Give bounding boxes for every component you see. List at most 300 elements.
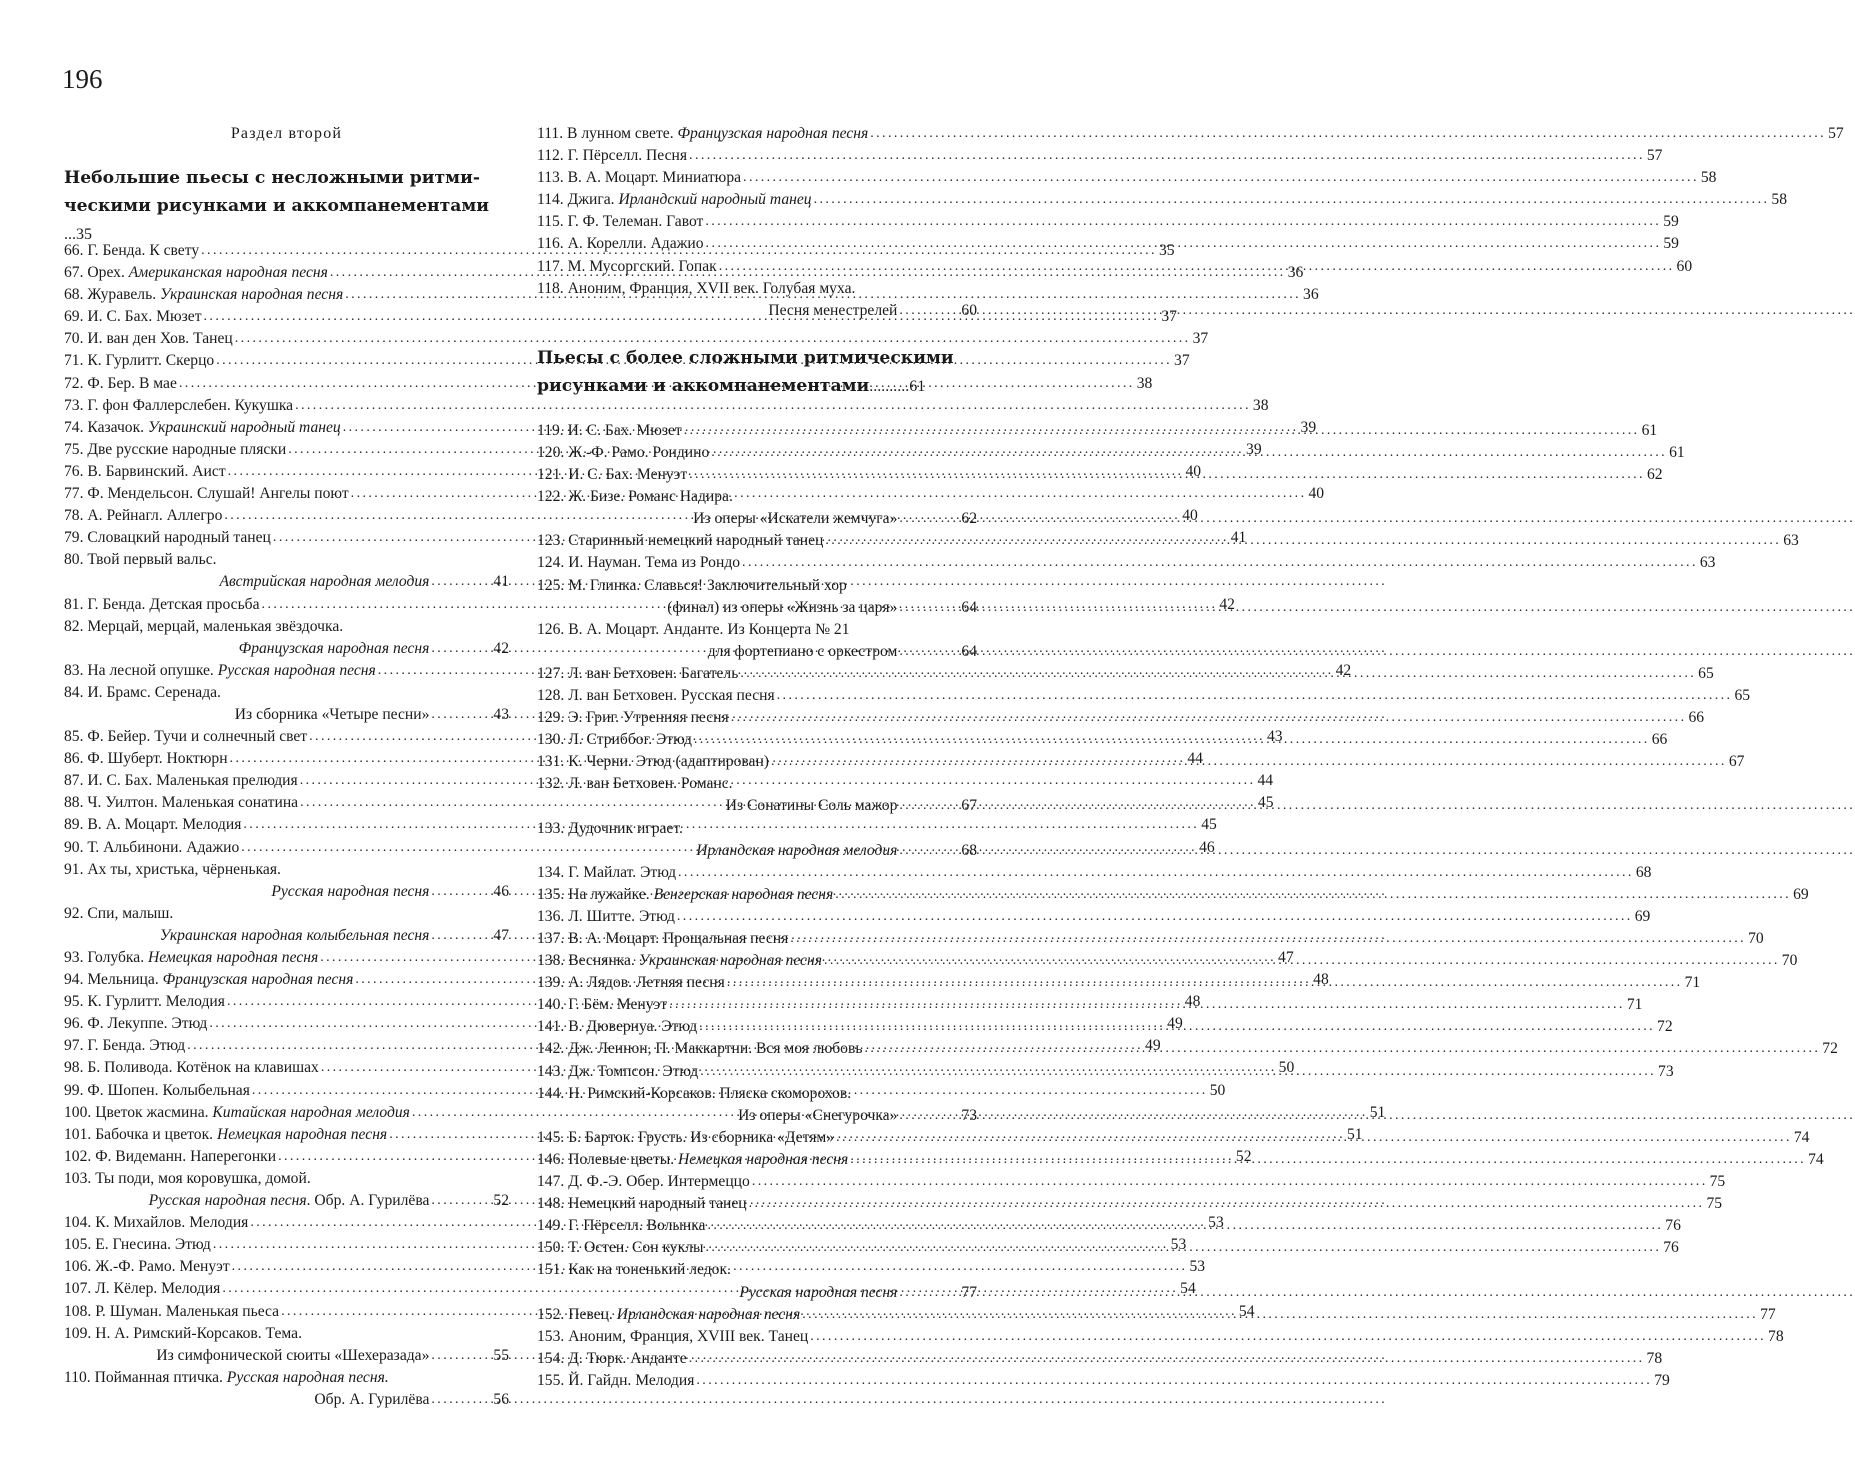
toc-entry-page: 75 [1706,1195,1723,1213]
toc-entry [537,619,977,641]
toc-entry-title: 144. Н. Римский-Корсаков. Пляска скоморохов. [537,1084,852,1102]
toc-entry [64,1168,509,1190]
toc-entry [537,773,977,795]
toc-entry [537,1105,977,1127]
toc-entry [537,1083,977,1105]
toc-entry-page: 78 [1768,1327,1784,1345]
toc-entry-page: 71 [1626,996,1643,1014]
toc-entry-page: 46 [493,882,509,900]
toc-entry-title: 88. Ч. Уилтон. Маленькая сонатина [64,794,299,812]
toc-entry-page: 75 [1709,1173,1726,1191]
dot-leader [703,1237,1661,1259]
toc-entry [537,145,1663,167]
toc-entry-page: 58 [1700,169,1717,187]
toc-entry [537,211,1679,233]
toc-entry-page: 53 [1189,1258,1206,1276]
toc-entry-page: 71 [1684,974,1701,992]
toc-entry-title: 84. И. Брамс. Серенада. [64,683,221,701]
toc-entry [537,575,977,597]
toc-entry-page: 76 [1663,1239,1679,1257]
toc-entry [537,641,977,663]
toc-entry-title: 67. Орех. Американская народная песня [64,264,328,282]
toc-entry-title: 135. На лужайке. Венгерская народная песня [537,885,834,903]
toc-entry-title: Из оперы «Искатели жемчуга» [693,510,898,528]
dot-leader [698,1061,1656,1083]
toc-entry [537,1326,1784,1348]
toc-entry-title: 75. Две русские народные пляски [64,440,287,458]
heading-line-1: Небольшие пьесы с несложными ритми- [64,168,480,188]
toc-entry-title: 102. Ф. Видеманн. Наперегонки [64,1147,277,1165]
toc-entry-page: 66 [1688,709,1705,727]
toc-entry-title: 104. К. Михайлов. Мелодия [64,1214,249,1232]
toc-entry-title: 155. Й. Гайдн. Мелодия [537,1371,695,1389]
toc-entry [537,840,977,862]
toc-entry [537,508,977,530]
dot-leader [717,256,1675,278]
toc-entry-page: 70 [1748,930,1764,947]
toc-entry-title: 82. Мерцай, мерцай, маленькая звёздочка. [64,617,344,635]
toc-entry-title: Обр. А. Гурилёва [314,1390,430,1408]
toc-entry-title: 153. Аноним, Франция, XVIII век. Танец [537,1327,809,1345]
toc-entry-title: для фортепиано с оркестром [707,642,898,660]
toc-entry-title: 74. Казачок. Украинский народный танец [64,418,341,436]
toc-entry-title: 141. В. Дювернуа. Этюд [537,1018,698,1036]
toc-entry-title: 72. Ф. Бер. В мае [64,374,177,392]
toc-entry-page: 53 [1208,1214,1224,1232]
toc-entry-title: Ирландская народная мелодия [696,841,898,859]
dot-leader [687,464,1645,486]
section-heading-1 [64,164,509,243]
dot-leader [800,1304,1758,1326]
toc-entry-page: 62 [961,510,977,528]
toc-entry-title: 83. На лесной опушке. Русская народная песня [64,661,376,679]
toc-entry-page: 60 [1676,257,1693,275]
toc-entry-title: 142. Дж. Леннон, П. Маккартни. Вся моя любовь [537,1040,863,1058]
toc-entry-page: 78 [1646,1349,1663,1367]
dot-leader [429,925,491,947]
toc-entry-page: 53 [1170,1236,1187,1254]
dot-leader [897,597,959,619]
toc-entry-page: 38 [1136,374,1153,392]
toc-entry-page: 42 [493,639,509,657]
toc-entry-page: 74 [1793,1128,1810,1146]
toc-entry-title: 85. Ф. Бейер. Тучи и солнечный свет [64,728,308,746]
toc-entry-page: 48 [1184,993,1201,1011]
toc-entry-title: 116. А. Корелли. Адажио [537,235,704,253]
toc-entry-page: 65 [1698,664,1714,682]
toc-entry-page: 38 [1252,396,1269,414]
dot-leader [848,1149,1806,1171]
toc-entry-page: 69 [1634,907,1651,925]
toc-list-right [537,420,1838,1392]
dot-leader [862,1038,1820,1060]
toc-entry-page: 57 [1828,125,1844,142]
toc-entry-page: 45 [1201,816,1217,834]
toc-entry-title: 73. Г. фон Фаллерслебен. Кукушка [64,396,294,414]
dot-leader [740,552,1698,574]
toc-entry-title: 68. Журавель. Украинская народная песня [64,286,344,304]
toc-entry-page: 51 [1369,1103,1386,1121]
toc-entry [537,1282,977,1304]
dot-leader [675,906,1633,928]
toc-entry-title: 93. Голубка. Немецкая народная песня [64,949,319,966]
toc-entry [537,1193,1723,1215]
toc-entry-page: 55 [493,1346,509,1364]
toc-entry-title: 71. К. Гурлитт. Скерцо [64,352,215,370]
toc-entry-title: 80. Твой первый вальс. [64,551,217,569]
toc-entry [64,549,509,571]
toc-entry-page: 47 [1278,949,1294,966]
toc-entry [64,1190,509,1212]
dot-leader [687,145,1645,167]
dot-leader [703,211,1661,233]
toc-entry [64,682,509,704]
dot-leader [429,1345,491,1367]
toc-entry-page: 52 [493,1192,509,1210]
toc-entry-title: 128. Л. ван Бетховен. Русская песня [537,686,775,704]
toc-entry [64,395,1269,417]
toc-entry-page: 63 [1699,554,1716,572]
dot-leader [429,1389,491,1411]
dot-leader [769,751,1727,773]
toc-entry-page: 67 [1728,753,1745,771]
toc-entry-title: Из симфонической сюиты «Шехеразада» [156,1346,430,1364]
toc-entry-page: 62 [1646,466,1663,484]
toc-entry-page: 36 [1303,286,1319,304]
dot-leader [741,167,1699,189]
toc-entry [537,906,1651,928]
toc-entry [537,189,1787,211]
dot-leader [676,862,1634,884]
toc-entry [64,704,509,726]
toc-entry-title: 136. Л. Шитте. Этюд [537,907,675,925]
toc-entry-title: 140. Г. Бём. Менуэт [537,996,668,1014]
toc-entry-title: 124. И. Науман. Тема из Рондо [537,554,741,572]
toc-entry-title: Австрийская народная мелодия [219,573,430,591]
toc-entry-title: 151. Как на тоненький ледок. [537,1261,731,1279]
toc-entry-page: 35 [1158,242,1175,259]
toc-entry-title: 126. В. А. Моцарт. Анданте. Из Концерта № 21 [537,620,850,638]
toc-entry-page: 77 [961,1283,977,1301]
toc-entry-page: 44 [1257,772,1274,790]
toc-entry-title: 134. Г. Майлат. Этюд [537,863,677,881]
toc-entry-title: 112. Г. Пёрселл. Песня [537,147,688,165]
toc-entry-page: 50 [1278,1059,1295,1077]
toc-entry-page: 40 [1308,485,1325,503]
toc-entry [537,278,977,300]
toc-entry-title: 118. Аноним, Франция, XVII век. Голубая муха. [537,279,856,297]
toc-entry-title: 70. И. ван ден Хов. Танец [64,330,233,348]
toc-entry-title: Русская народная песня. Обр. А. Гурилёва [148,1192,430,1210]
toc-entry-title: 122. Ж. Бизе. Романс Надира. [537,488,733,506]
dot-leader [897,508,959,530]
toc-entry-title: 129. Э. Григ. Утренняя песня [537,709,729,727]
toc-entry-title: 86. Ф. Шуберт. Ноктюрн [64,750,228,768]
heading-line-2: ческими рисунками и аккомпанементами ...35 [64,196,490,243]
toc-entry-title: 138. Веснянка. Украинская народная песня [537,952,822,970]
toc-entry [64,903,509,925]
toc-entry-title: 130. Л. Стриббог. Этюд [537,731,692,749]
heading-page: 61 [909,377,926,395]
toc-entry-title: 90. Т. Альбинони. Адажио [64,838,240,856]
toc-entry [537,795,977,817]
toc-entry-title: 123. Старинный немецкий народный танец [537,532,824,550]
toc-entry-page: 39 [1300,418,1317,436]
toc-entry-page: 42 [1335,661,1352,679]
toc-entry-title: Русская народная песня [739,1283,898,1301]
toc-entry-page: 44 [1187,750,1203,768]
toc-entry-title: 133. Дудочник играет. [537,819,683,837]
dot-leader [704,233,1662,255]
toc-entry [64,1389,509,1411]
toc-entry-title: 98. Б. Поливода. Котёнок на клавишах [64,1059,319,1077]
toc-entry-title: 143. Дж. Томпсон. Этюд [537,1062,699,1080]
toc-entry-title: 94. Мельница. Французская народная песня [64,971,354,989]
toc-entry-title: 147. Д. Ф.-Э. Обер. Интермеццо [537,1173,750,1191]
toc-entry [537,1259,977,1281]
toc-entry-title: 115. Г. Ф. Телеман. Гавот [537,213,704,231]
dot-leader [429,881,491,903]
toc-entry-title: 100. Цветок жасмина. Китайская народная мелодия [64,1103,410,1121]
toc-entry-title: 66. Г. Бенда. К свету [64,242,200,259]
toc-entry-page: 67 [961,797,977,815]
dot-leader [687,1348,1645,1370]
dot-leader [812,189,1770,211]
toc-entry [64,571,509,593]
toc-entry-page: 40 [1182,507,1198,525]
toc-entry-page: 72 [1657,1018,1673,1036]
toc-entry [537,552,1716,574]
toc-entry [537,486,977,508]
toc-entry-title: 76. В. Барвинский. Аист [64,462,226,480]
toc-entry-title: 108. Р. Шуман. Маленькая пьеса [64,1302,280,1320]
toc-entry-title: 132. Л. ван Бетховен. Романс. [537,775,733,793]
toc-entry [64,328,1209,350]
toc-entry [64,638,509,660]
toc-entry-title: 69. И. С. Бах. Мюзет [64,308,202,326]
toc-entry-page: 47 [493,926,509,944]
toc-entry-title: Из Сонатины Соль мажор [725,797,898,815]
toc-entry-page: 48 [1313,971,1329,989]
dot-leader [429,1190,491,1212]
toc-entry-title: 145. Б. Барток. Грусть. Из сборника «Детям» [537,1128,835,1146]
toc-entry-title: 109. Н. А. Римский-Корсаков. Тема. [64,1324,302,1342]
toc-entry-title: Из сборника «Четыре песни» [234,705,430,723]
toc-entry-title: Французская народная песня [238,639,430,657]
toc-entry-title: 154. Д. Тюрк. Анданте [537,1349,687,1367]
toc-entry [537,862,1652,884]
dot-leader [738,663,1696,685]
toc-entry-page: 54 [1180,1280,1196,1298]
toc-entry [537,707,1705,729]
toc-entry-page: 69 [1793,885,1809,903]
toc-entry-title: 95. К. Гурлитт. Мелодия [64,993,225,1011]
dot-leader [709,442,1667,464]
toc-entry-page: 41 [493,573,509,591]
toc-entry-title: 105. Е. Гнесина. Этюд [64,1236,211,1254]
toc-entry [537,167,1717,189]
toc-entry-title: 78. А. Рейнагл. Аллегро [64,507,223,525]
toc-entry-page: 68 [961,841,977,859]
toc-entry-page: 64 [961,598,977,616]
toc-entry [64,1367,509,1389]
toc-entry-title: 131. К. Черни. Этюд (адаптирован) [537,753,770,771]
heading-line-2: рисунками и аккомпанементами..........61 [537,375,926,396]
toc-entry-title: 81. Г. Бенда. Детская просьба [64,595,260,613]
toc-entry [64,1345,509,1367]
dot-leader [705,1215,1663,1237]
dot-leader [834,1127,1792,1149]
toc-entry-page: 68 [1635,863,1652,881]
toc-entry-page: 79 [1654,1371,1670,1389]
page-number: 196 [62,64,103,94]
toc-entry-page: 57 [1646,147,1663,165]
toc-entry-page: 37 [1161,308,1177,326]
dot-leader [897,1282,959,1304]
toc-entry-title: Из оперы «Снегурочка» [738,1106,898,1124]
dot-leader [429,571,491,593]
toc-entry [537,597,977,619]
toc-entry-title: 111. В лунном свете. Французская народная песня [537,125,869,142]
toc-entry-title: 96. Ф. Лекуппе. Этюд [64,1015,208,1033]
toc-entry-title: (финал) из оперы «Жизнь за царя» [667,598,898,616]
toc-entry-title: 148. Немецкий народный танец [537,1195,747,1213]
toc-entry-page: 65 [1734,686,1751,704]
toc-entry-page: 51 [1347,1125,1363,1143]
toc-entry-page: 49 [1145,1037,1161,1055]
toc-entry [537,685,1751,707]
toc-entry-page: 59 [1663,235,1679,253]
toc-entry-page: 52 [1235,1147,1252,1165]
toc-entry-title: 91. Ах ты, христька, чёрненькая. [64,860,281,878]
toc-entry-page: 45 [1257,794,1274,812]
toc-entry-page: 66 [1651,731,1668,749]
toc-entry [537,1171,1726,1193]
toc-entry-title: 113. В. А. Моцарт. Миниатюра [537,169,742,187]
toc-entry [64,1323,509,1345]
dot-leader [429,638,491,660]
toc-entry [64,925,509,947]
heading-line-1: Пьесы с более сложными ритмическими [537,347,954,368]
toc-entry [537,884,1809,906]
toc-entry-page: 36 [1287,264,1304,282]
toc-entry [537,300,977,322]
toc-entry-page: 61 [1669,443,1685,461]
dot-leader [868,123,1826,145]
dot-leader [897,840,959,862]
toc-entry-page: 60 [961,301,977,319]
dot-leader [897,1105,959,1127]
toc-entry [537,123,1844,145]
toc-entry-page: 50 [1209,1081,1226,1099]
dot-leader [692,729,1650,751]
toc-entry [537,928,1764,950]
toc-entry [64,881,509,903]
toc-entry-title: 137. В. А. Моцарт. Прощальная песня [537,930,789,947]
toc-entry-page: 59 [1663,213,1679,231]
toc-entry [537,1348,1663,1370]
toc-entry-page: 37 [1174,352,1190,370]
toc-entry-title: 125. М. Глинка. Славься! Заключительный хор [537,576,847,594]
toc-entry-page: 58 [1771,191,1787,209]
dot-leader [667,994,1625,1016]
toc-entry-title: Песня менестрелей [768,301,898,319]
toc-entry-title: 99. Ф. Шопен. Колыбельная [64,1081,250,1099]
toc-entry-title: 77. Ф. Мендельсон. Слушай! Ангелы поют [64,485,349,503]
toc-entry-title: 106. Ж.-Ф. Рамо. Менуэт [64,1258,230,1276]
toc-entry-title: 121. И. С. Бах. Менуэт [537,466,688,484]
toc-entry-title: 97. Г. Бенда. Этюд [64,1037,186,1055]
toc-entry-page: 61 [1641,421,1658,439]
toc-entry-page: 73 [961,1106,977,1124]
toc-entry-title: 152. Певец. Ирландская народная песня [537,1305,801,1323]
toc-entry-page: 41 [1230,529,1247,547]
dot-leader [788,928,1746,950]
dot-leader [697,1016,1655,1038]
toc-entry-page: 49 [1167,1015,1183,1033]
dot-leader [897,641,959,663]
toc-entry-title: 120. Ж.-Ф. Рамо. Рондино [537,443,710,461]
toc-entry-title: 150. Т. Остен. Сон куклы [537,1239,704,1257]
section-heading-2 [537,344,977,400]
dot-leader [833,884,1791,906]
toc-entry-title: 114. Джига. Ирландский народный танец [537,191,812,209]
toc-entry-page: 70 [1781,952,1798,970]
toc-entry-page: 43 [1266,728,1283,746]
toc-entry-page: 73 [1658,1062,1674,1080]
heading-page: 35 [76,226,92,243]
toc-entry-page: 74 [1808,1150,1824,1168]
toc-entry-title: 101. Бабочка и цветок. Немецкая народная песня [64,1125,388,1143]
dot-leader [822,950,1780,972]
toc-entry-page: 56 [493,1390,509,1408]
dot-leader [429,704,491,726]
toc-entry [537,818,977,840]
toc-entry-page: 72 [1822,1040,1838,1058]
dot-leader [694,1370,1652,1392]
toc-entry-title: 103. Ты поди, моя коровушка, домой. [64,1169,311,1187]
toc-entry-title: 79. Словацкий народный танец [64,529,271,547]
dot-leader [808,1326,1766,1348]
toc-entry [537,1370,1670,1392]
toc-entry-title: 107. Л. Кёлер. Мелодия [64,1280,221,1298]
toc-entry-title: 92. Спи, малыш. [64,904,174,922]
toc-entry-title: Русская народная песня [271,882,430,900]
dot-leader [823,530,1781,552]
toc-entry-title: 87. И. С. Бах. Маленькая прелюдия [64,772,298,790]
dot-leader [750,1171,1708,1193]
toc-entry-title: 139. А. Лядов. Летняя песня [537,974,725,992]
dot-leader [897,795,959,817]
dot-leader [897,300,959,322]
dot-leader [682,420,1640,442]
toc-entry-title: 110. Пойманная птичка. Русская народная песня. [64,1368,389,1386]
toc-entry-page: 63 [1783,532,1799,550]
dot-leader [747,1193,1705,1215]
right-column [537,123,1844,1392]
toc-entry-title: Украинская народная колыбельная песня [159,926,430,944]
toc-entry-title: 119. И. С. Бах. Мюзет [537,421,682,439]
toc-entry-page: 43 [493,705,509,723]
toc-entry-page: 40 [1185,462,1202,480]
toc-entry-page: 54 [1238,1302,1255,1320]
toc-entry-page: 37 [1192,330,1209,348]
toc-entry-page: 46 [1199,838,1215,856]
dot-leader [729,707,1687,729]
toc-entry-page: 77 [1760,1305,1776,1323]
toc-entry-title: 89. В. А. Моцарт. Мелодия [64,816,242,834]
toc-entry [64,859,509,881]
